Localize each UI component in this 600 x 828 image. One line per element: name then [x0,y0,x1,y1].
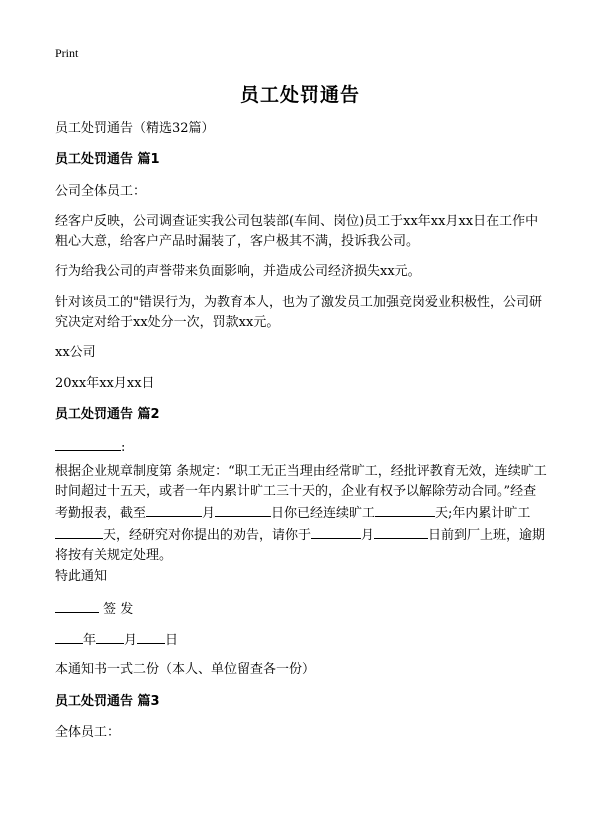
article1-paragraph-3: 针对该员工的"错误行为，为教育本人，也为了激发员工加强竞岗爱业积极性，公司研究决定对给于xx处分一次，罚款xx元。 [55,295,542,330]
blank-line [55,436,121,451]
intro-line: 员工处罚通告（精选32篇） [55,121,215,136]
article1-date: 20xx年xx月xx日 [55,376,155,391]
article2-sign-line [55,598,547,620]
date-day: 日 [165,633,179,648]
p1-text-c: 日你已经连续旷工 [271,506,376,521]
article2-date-line [55,629,547,651]
article3-heading: 员工处罚通告 篇3 [55,694,160,709]
article2-notice: 特此通知 [55,569,108,584]
sign-label: 签 发 [103,602,134,617]
article1-greeting: 公司全体员工： [55,184,147,199]
p1-text-g: 日前到厂上班，逾期将按有关规定处理。 [55,528,546,563]
date-month: 月 [124,633,138,648]
date-year: 年 [83,633,97,648]
article1-paragraph-1: 经客户反映，公司调查证实我公司包装部(车间、岗位)员工于xx年xx月xx日在工作中粗心大意，给客户产品时漏装了，客户极其不满，投诉我公司。 [55,214,539,249]
print-label: Print [55,46,79,60]
blank-line [311,524,361,539]
blank-line [55,524,103,539]
article1-heading: 员工处罚通告 篇1 [55,152,160,167]
article3-greeting: 全体员工： [55,725,121,740]
blank-line [375,502,435,517]
article2-paragraph-1 [55,462,547,566]
blank-line [374,524,428,539]
blank-line [55,629,83,644]
article1-company: xx公司 [55,345,96,360]
p1-text-f: 月 [361,528,375,543]
article2-salutation [55,436,547,458]
article2-heading: 员工处罚通告 篇2 [55,407,160,422]
blank-line [96,629,124,644]
article1-paragraph-2: 行为给我公司的声誉带来负面影响，并造成公司经济损失xx元。 [55,264,421,279]
blank-line [215,502,271,517]
p1-text-e: 天，经研究对你提出的劝告，请你于 [103,528,312,543]
article2-copies: 本通知书一式二份（本人、单位留查各一份） [55,662,316,677]
p1-text-d: 天;年内累计旷工 [435,506,531,521]
blank-line [146,502,202,517]
p1-text-a: 根据企业规章制度第 条规定：“职工无正当理由经常旷工，经批评教育无效，连续旷工时间超过十五天，或者一年内累计旷工三十天的，企业有权予以解除劳动合同。”经查考勤报表，截至 [55,464,547,521]
blank-line [55,598,99,613]
p1-text-b: 月 [202,506,216,521]
page-title: 员工处罚通告 [239,84,360,106]
salutation-colon: : [121,440,126,455]
blank-line [137,629,165,644]
